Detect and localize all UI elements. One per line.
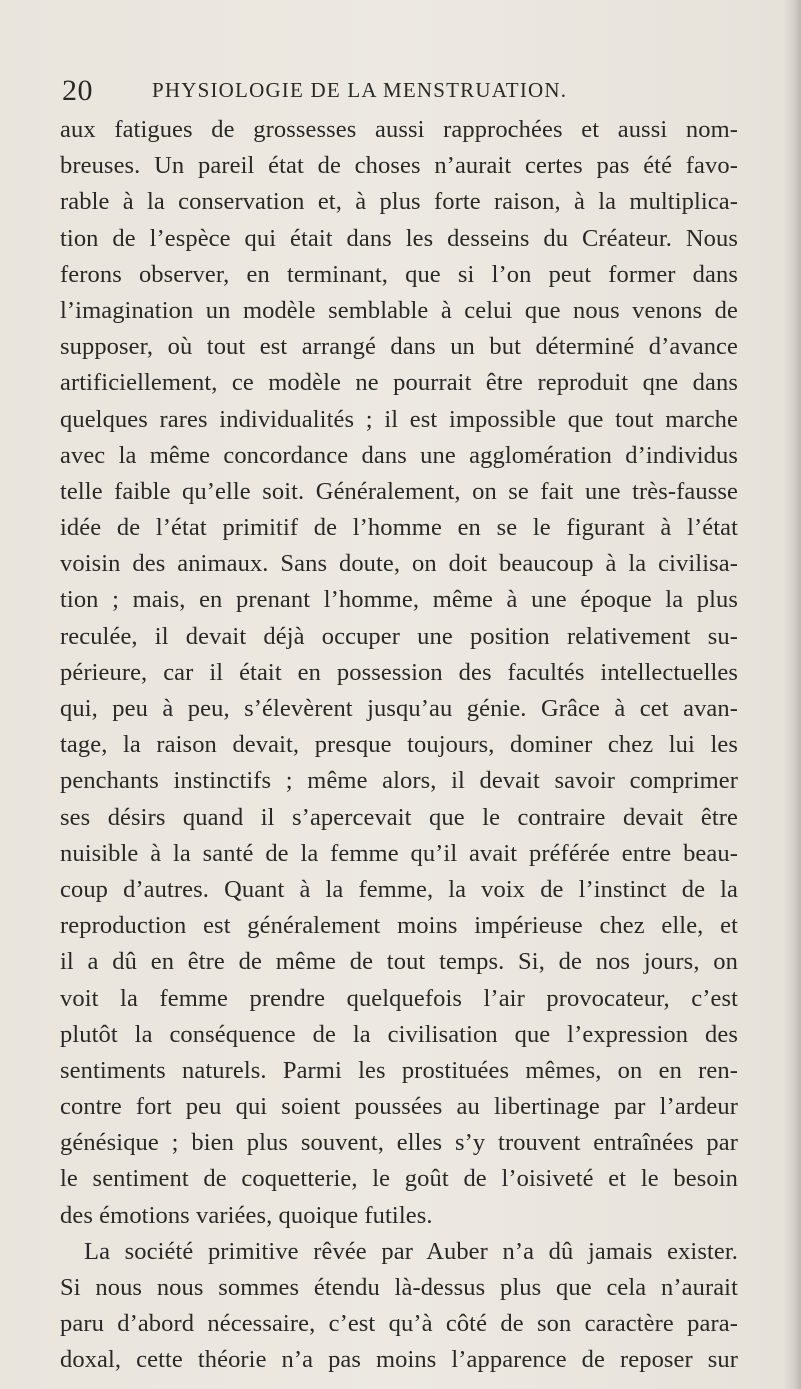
paragraph-end-line: des émotions variées, quoique futiles. (60, 1201, 433, 1229)
text-line: plutôt la conséquence de la civilisation que l’expression des (60, 1020, 738, 1048)
text-line: reculée, il devait déjà occuper une position relativement su- (60, 622, 738, 650)
page-edge-shadow (783, 0, 801, 1389)
text-line: rable à la conservation et, à plus forte raison, à la multiplica- (60, 188, 738, 216)
text-line: Si nous nous sommes étendu là-dessus plus que cela n’aurait (60, 1274, 738, 1301)
text-line: telle faible qu’elle soit. Généralement, on se fait une très-fausse (60, 477, 738, 505)
text-line: supposer, où tout est arrangé dans un but déterminé d’avance (60, 333, 738, 361)
text-line: penchants instinctifs ; même alors, il devait savoir comprimer (60, 767, 738, 795)
text-line: tage, la raison devait, presque toujours, dominer chez lui les (60, 731, 738, 759)
text-line: paru d’abord nécessaire, c’est qu’à côté de son caractère para- (60, 1310, 738, 1338)
text-line: idée de l’état primitif de l’homme en se le figurant à l’état (60, 514, 738, 542)
paragraph-start-line: La société primitive rêvée par Auber n’a dû jamais exister. (84, 1237, 738, 1265)
text-line: aux fatigues de grossesses aussi rapprochées et aussi nom- (60, 116, 738, 143)
text-line: tion ; mais, en prenant l’homme, même à une époque la plus (60, 586, 738, 614)
text-line: avec la même concordance dans une agglomération d’individus (60, 441, 738, 469)
text-line: quelques rares individualités ; il est impossible que tout marche (60, 405, 738, 433)
text-line: voisin des animaux. Sans doute, on doit beaucoup à la civilisa- (60, 550, 738, 578)
text-line: coup d’autres. Quant à la femme, la voix de l’instinct de la (60, 875, 738, 903)
text-line: doxal, cette théorie n’a pas moins l’apparence de reposer sur (60, 1346, 738, 1374)
text-line: qui, peu à peu, s’élevèrent jusqu’au génie. Grâce à cet avan- (60, 695, 738, 722)
text-line: contre fort peu qui soient poussées au libertinage par l’ardeur (60, 1093, 738, 1121)
text-line: voit la femme prendre quelquefois l’air provocateur, c’est (60, 984, 738, 1012)
text-line: tion de l’espèce qui était dans les desseins du Créateur. Nous (60, 224, 738, 252)
body-text (60, 112, 738, 1379)
text-line: breuses. Un pareil état de choses n’aurait certes pas été favo- (60, 152, 738, 180)
page-number: 20 (62, 74, 93, 107)
text-line: sentiments naturels. Parmi les prostituées mêmes, on en ren- (60, 1056, 738, 1084)
running-title: PHYSIOLOGIE DE LA MENSTRUATION. (152, 78, 568, 102)
text-line: il a dû en être de même de tout temps. Si, de nos jours, on (60, 948, 738, 976)
page-header (62, 74, 742, 114)
text-line: génésique ; bien plus souvent, elles s’y trouvent entraînées par (60, 1129, 738, 1157)
text-line: l’imagination un modèle semblable à celui que nous venons de (60, 296, 738, 324)
text-line: artificiellement, ce modèle ne pourrait être reproduit qne dans (60, 369, 738, 397)
text-line: reproduction est généralement moins impérieuse chez elle, et (60, 912, 738, 940)
text-line: périeure, car il était en possession des facultés intellectuelles (60, 658, 738, 686)
text-line: le sentiment de coquetterie, le goût de l’oisiveté et le besoin (60, 1165, 738, 1193)
text-line: ferons observer, en terminant, que si l’on peut former dans (60, 260, 738, 288)
text-line: nuisible à la santé de la femme qu’il avait préférée entre beau- (60, 839, 738, 867)
text-line: ses désirs quand il s’apercevait que le contraire devait être (60, 803, 738, 831)
